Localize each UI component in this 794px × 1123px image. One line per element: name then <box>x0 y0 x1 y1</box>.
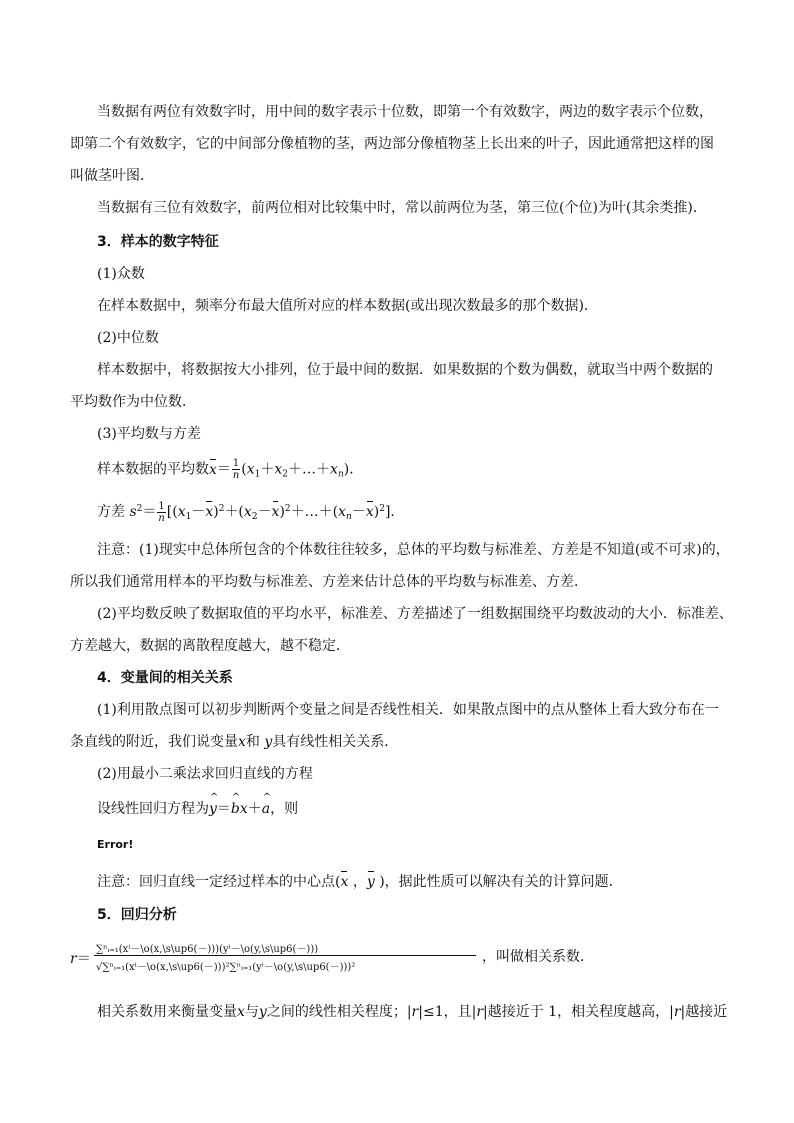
formula-mean: 样本数据的平均数x＝ $\frac{1}{n}$ $(x_1+x_2+\dots+x_n)$． <box>97 458 364 481</box>
heading-section-5: 5．回归分析 <box>97 907 177 923</box>
subheading-least-squares: (2)用最小二乘法求回归直线的方程 <box>97 766 313 782</box>
note-center-point: 注意：回归直线一定经过样本的中心点(x ，y )，据此性质可以解决有关的计算问题． <box>97 874 623 890</box>
variance-label: 方差 <box>97 504 125 520</box>
paragraph-three-digit: 当数据有三位有效数字，前两位相对比较集中时，常以前两位为茎，第三位(个位)为叶(其余类推)． <box>97 200 707 216</box>
r-tail: ，叫做相关系数． <box>482 949 594 965</box>
text-median-2: 平均数作为中位数． <box>70 394 196 410</box>
text-correlation-coefficient: 相关系数用来衡量变量x与y之间的线性相关程度；|r|≤1，且|r|越接近于 1，相关程度越高，|r|越接近 <box>97 1004 728 1020</box>
formula-regression: 设线性回归方程为^ y＝^ bx＋^ a，则 <box>97 799 724 819</box>
text-correlation-2: 条直线的附近，我们说变量x和 y具有线性相关关系． <box>70 734 399 750</box>
note-2b: 方差越大，数据的离散程度越大，越不稳定． <box>70 638 350 654</box>
note-1a: 注意：(1)现实中总体所包含的个体数往往较多，总体的平均数与标准差、方差是不知道(或不可求)的， <box>97 542 730 558</box>
heading-section-4: 4．变量间的相关关系 <box>97 670 233 686</box>
subheading-median: (2)中位数 <box>97 330 159 346</box>
subheading-mode: (1)众数 <box>97 266 145 282</box>
note-1b: 所以我们通常用样本的平均数与标准差、方差来估计总体的平均数与标准差、方差． <box>70 574 588 590</box>
text-mode: 在样本数据中，频率分布最大值所对应的样本数据(或出现次数最多的那个数据)． <box>97 298 598 314</box>
subheading-mean-variance: (3)平均数与方差 <box>97 426 201 442</box>
formula-variance: 方差 $s^2=$ $\frac{1}{n}$ $[(x_1-x)^2+(x_2-x)^2+\dots+(x_n-x)^2]$． <box>97 500 405 524</box>
mean-label: 样本数据的平均数 <box>97 461 209 478</box>
paragraph-stem-leaf-3: 叫做茎叶图． <box>70 168 154 184</box>
text-median-1: 样本数据中，将数据按大小排列，位于最中间的数据．如果数据的个数为偶数，就取当中两个数据的 <box>97 362 713 378</box>
error-text: Error! <box>97 838 134 851</box>
text-correlation-1: (1)利用散点图可以初步判断两个变量之间是否线性相关．如果散点图中的点从整体上看大致分布在一 <box>97 702 719 718</box>
paragraph-stem-leaf-1: 当数据有两位有效数字时，用中间的数字表示十位数，即第一个有效数字，两边的数字表示个位数， <box>97 104 713 120</box>
note-2a: (2)平均数反映了数据取值的平均水平，标准差、方差描述了一组数据围绕平均数波动的大小．标准差、 <box>97 606 733 622</box>
paragraph-stem-leaf-2: 即第二个有效数字，它的中间部分像植物的茎，两边部分像植物茎上长出来的叶子，因此通常把这样的图 <box>70 136 714 152</box>
fraction-bar <box>94 955 476 956</box>
r-denominator: √∑ⁿᵢ₌₁(xⁱ－\o(x,\s\up6(－)))²∑ⁿᵢ₌₁(yⁱ－\o(y,\s\up6(－)))² <box>96 962 356 973</box>
heading-section-3: 3．样本的数字特征 <box>97 234 219 250</box>
r-numerator: ∑ⁿᵢ₌₁(xⁱ－\o(x,\s\up6(－)))(yⁱ－\o(y,\s\up6(－))) <box>96 944 319 955</box>
r-symbol: r＝ <box>70 951 91 967</box>
